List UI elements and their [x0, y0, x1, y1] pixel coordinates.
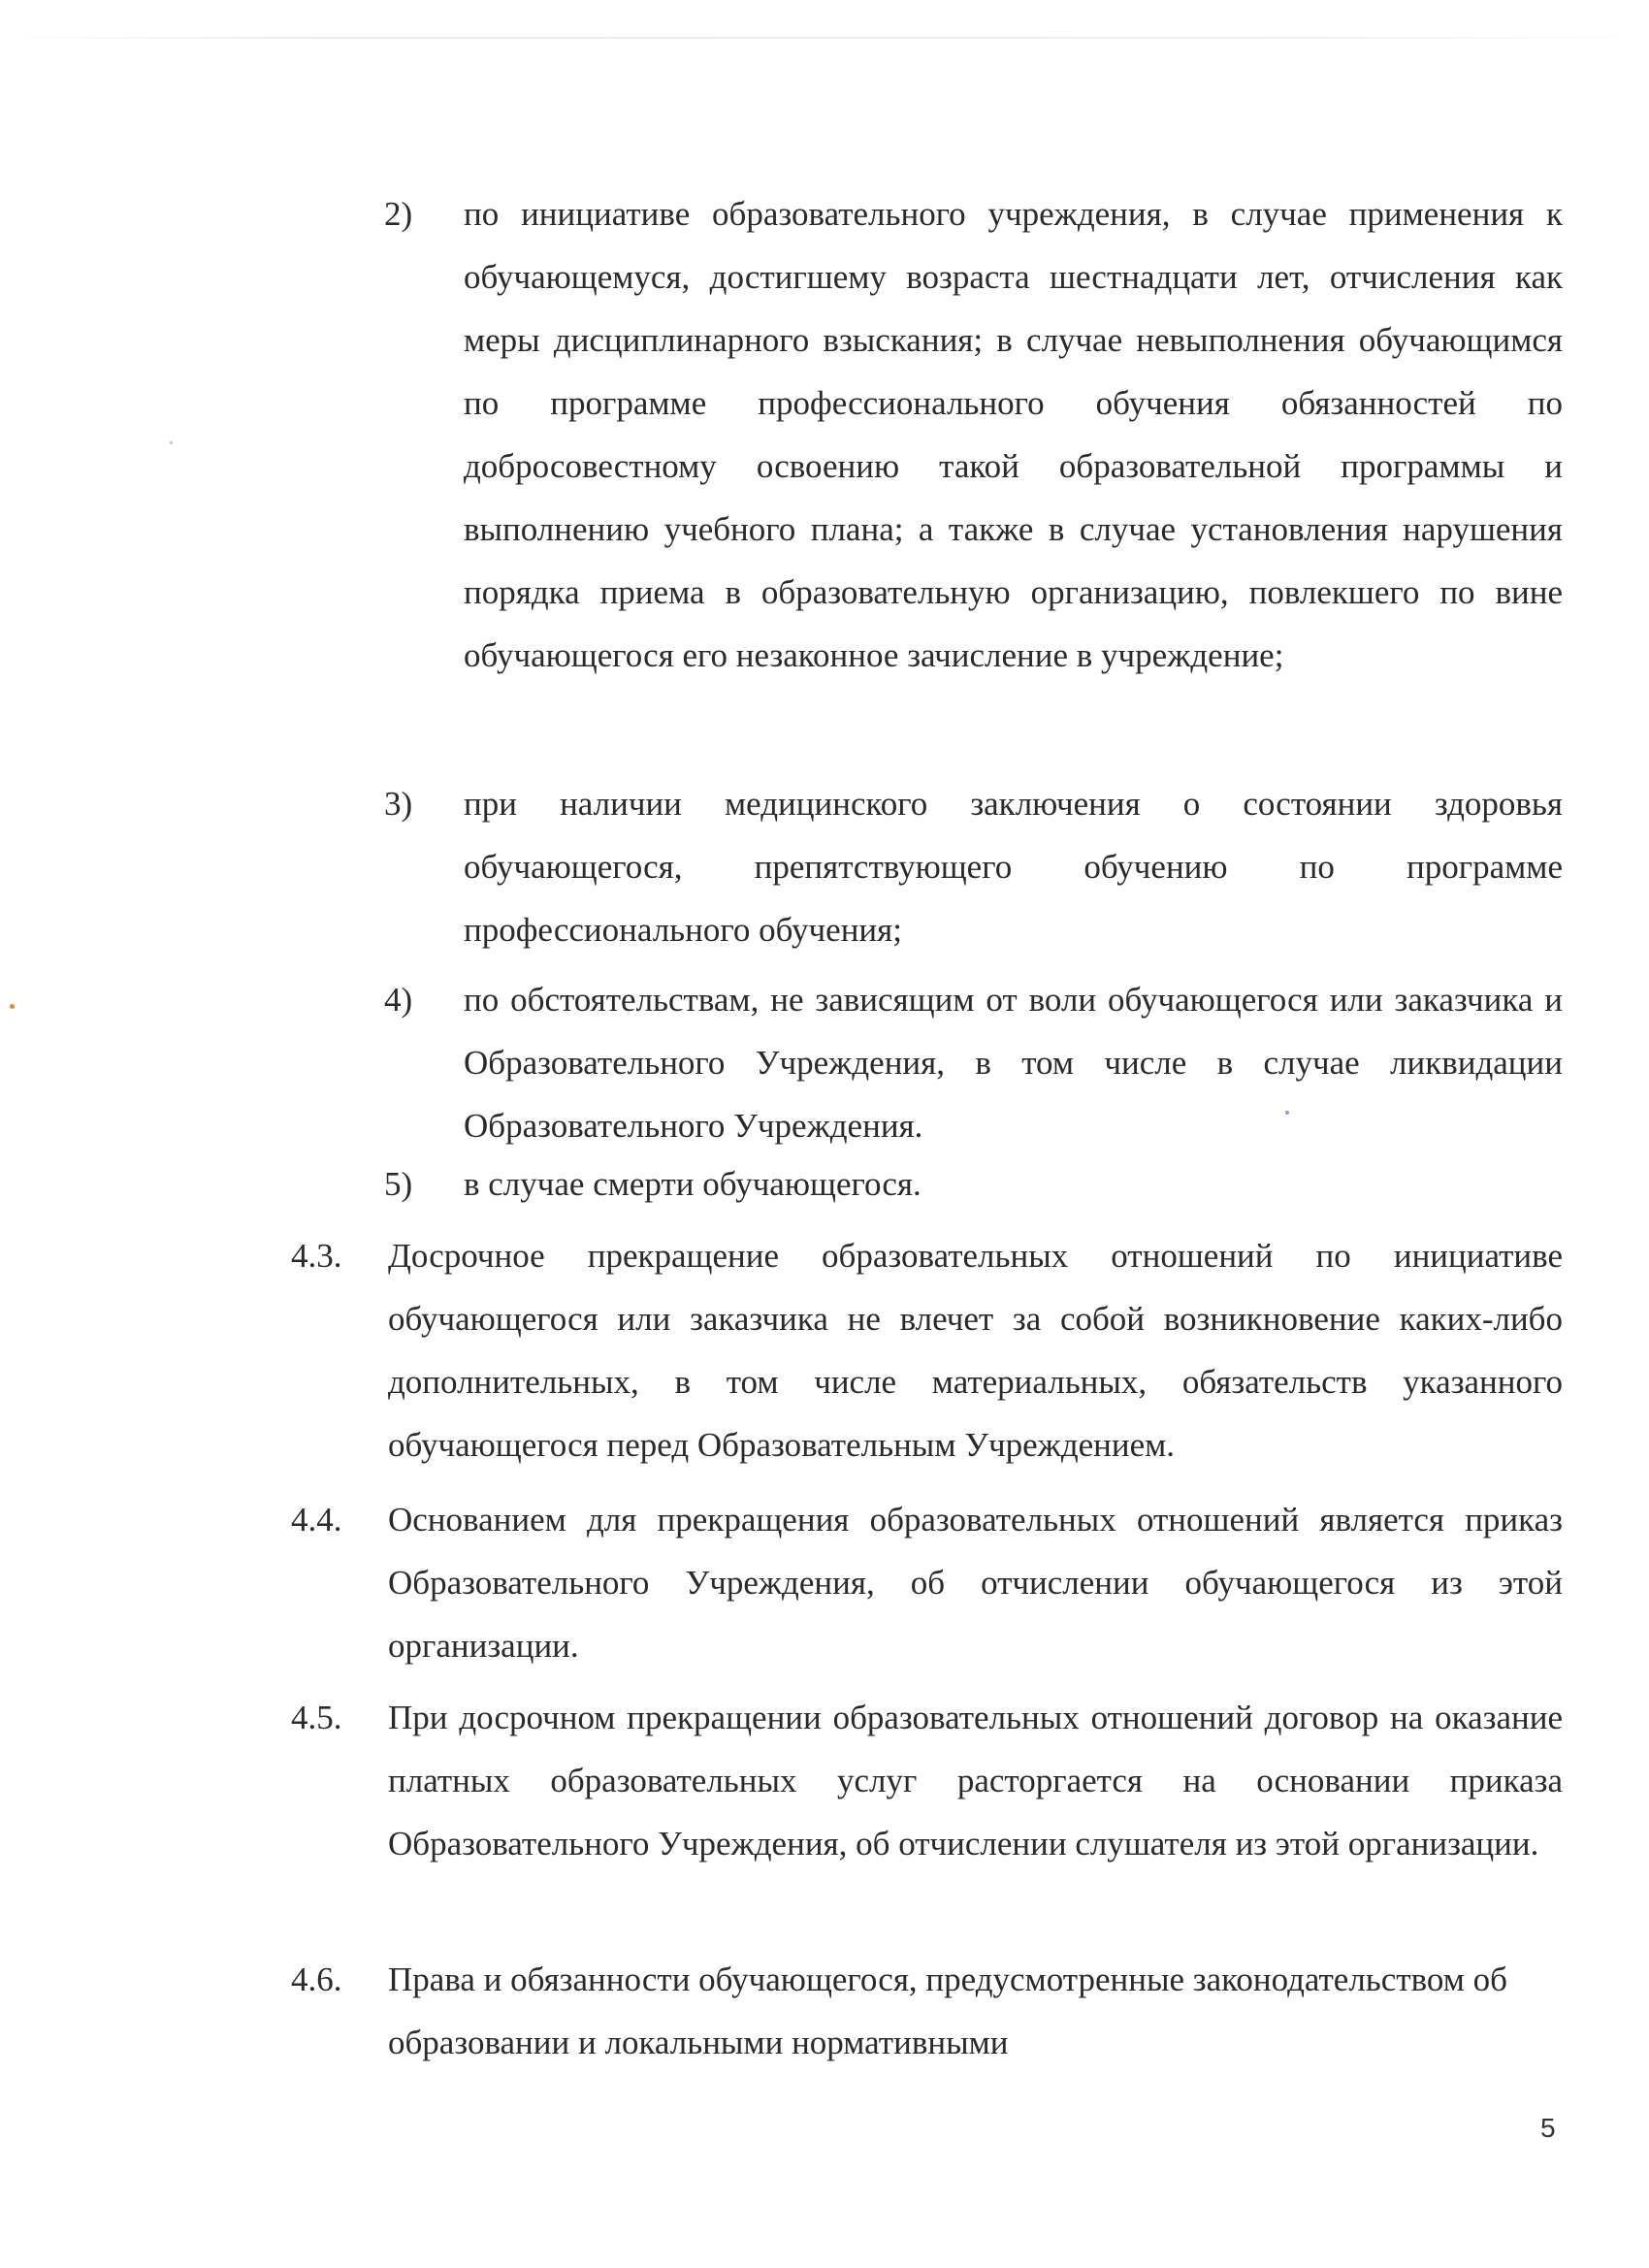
list-item-number: 2) [384, 195, 413, 233]
scan-edge-line [0, 37, 1649, 39]
scan-speck [10, 1004, 15, 1009]
scan-speck [170, 441, 173, 444]
section-number: 4.6. [291, 1960, 342, 1998]
list-item-text: по инициативе образовательного учреждения, в случае применения к обучающемуся, достигшему возраста шестнадцати лет, отчисления как меры дисциплинарного взыскания; в случае невыполнения обучающимся по программе профессионального обучения обязанностей по добросовестному освоению такой образовательной программы и выполнению учебного плана; а также в случае установления нарушения порядка приема в образовательную организацию, повлекшего по вине обучающегося его незаконное зачисление в учреждение; [464, 195, 1563, 674]
list-item-number: 4) [384, 981, 413, 1019]
list-item-text: по обстоятельствам, не зависящим от воли обучающегося или заказчика и Образовательного Учреждения, в том числе в случае ликвидации Образовательного Учреждения. [464, 981, 1563, 1145]
list-item-number: 3) [384, 785, 413, 823]
section-number: 4.3. [291, 1237, 342, 1275]
list-item-number: 5) [384, 1165, 413, 1203]
list-item-text: в случае смерти обучающегося. [464, 1165, 922, 1203]
list-item-text: при наличии медицинского заключения о состоянии здоровья обучающегося, препятствующего обучению по программе профессионального обучения; [464, 785, 1563, 949]
scan-speck [1285, 1111, 1289, 1115]
section-number: 4.4. [291, 1501, 342, 1539]
section-text: Основанием для прекращения образовательных отношений является приказ Образовательного Учреждения, об отчислении обучающегося из этой организации. [388, 1501, 1563, 1665]
page-number: 5 [1540, 2113, 1556, 2143]
section-number: 4.5. [291, 1699, 342, 1736]
section-text: При досрочном прекращении образовательных отношений договор на оказание платных образовательных услуг расторгается на основании приказа Образовательного Учреждения, об отчислении слушателя из этой организации. [388, 1699, 1563, 1863]
section-text: Досрочное прекращение образовательных отношений по инициативе обучающегося или заказчика не влечет за собой возникновение каких-либо дополнительных, в том числе материальных, обязательств указанного обучающегося перед Образовательным Учреждением. [388, 1237, 1563, 1464]
section-text: Права и обязанности обучающегося, предусмотренные законодательством об образовании и локальными нормативными [388, 1960, 1507, 2061]
